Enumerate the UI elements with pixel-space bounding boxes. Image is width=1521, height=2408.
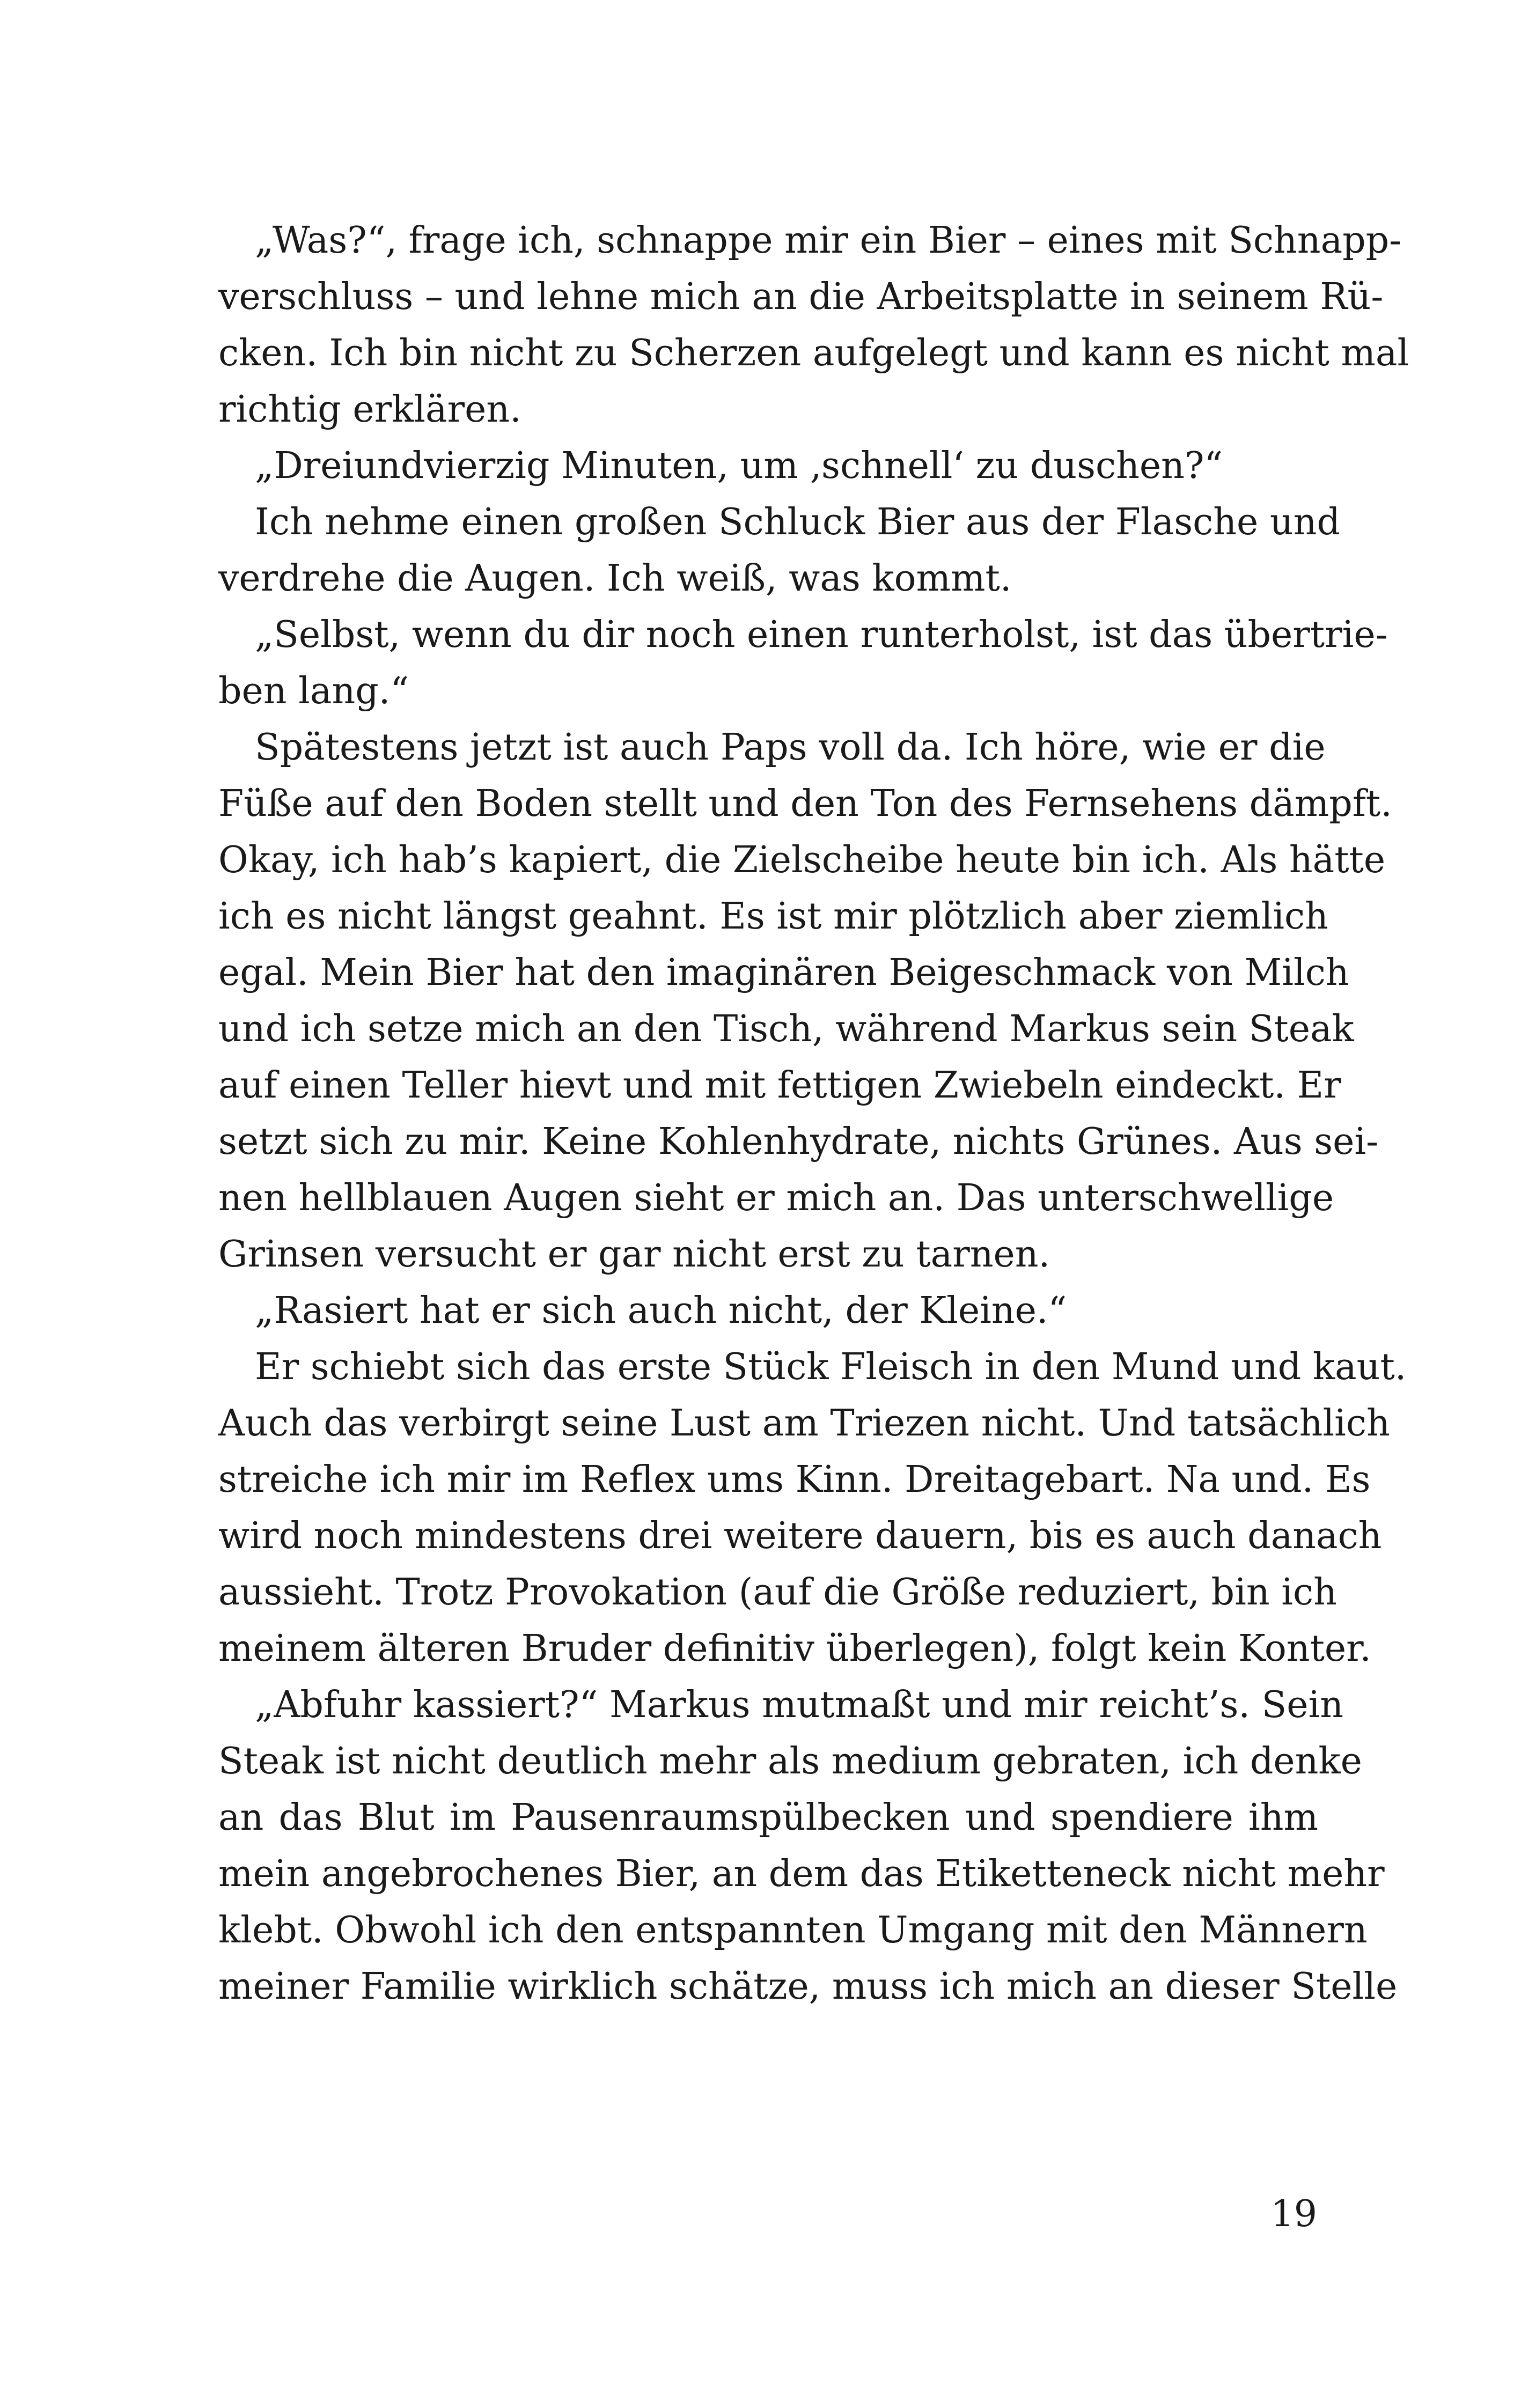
text-line: verschluss – und lehne mich an die Arbeitsplatte in seinem Rü-: [218, 276, 1384, 318]
text-line: „Was?“, frage ich, schnappe mir ein Bier – eines mit Schnapp-: [255, 219, 1402, 262]
text-line: nen hellblauen Augen sieht er mich an. Das unterschwellige: [218, 1177, 1334, 1219]
text-line: Er schiebt sich das erste Stück Fleisch in den Mund und kaut.: [255, 1346, 1407, 1388]
text-line: meinem älteren Bruder definitiv überlegen), folgt kein Konter.: [218, 1628, 1371, 1670]
text-line: verdrehe die Augen. Ich weiß, was kommt.: [218, 557, 1012, 600]
text-line: Grinsen versucht er gar nicht erst zu tarnen.: [218, 1233, 1050, 1276]
text-line: auf einen Teller hievt und mit fettigen Zwiebeln eindeckt. Er: [218, 1064, 1341, 1107]
text-line: mein angebrochenes Bier, an dem das Etiketteneck nicht mehr: [218, 1853, 1385, 1895]
text-line: richtig erklären.: [218, 388, 521, 431]
text-line: klebt. Obwohl ich den entspannten Umgang mit den Männern: [218, 1909, 1368, 1952]
page-number: 19: [1270, 2193, 1317, 2235]
text-line: ich es nicht längst geahnt. Es ist mir plötzlich aber ziemlich: [218, 895, 1328, 938]
text-line: Ich nehme einen großen Schluck Bier aus der Flasche und: [255, 501, 1340, 543]
text-line: Füße auf den Boden stellt und den Ton des Fernsehens dämpft.: [218, 783, 1392, 825]
book-page-text: [218, 212, 1409, 2015]
text-line: wird noch mindestens drei weitere dauern, bis es auch danach: [218, 1515, 1382, 1557]
text-line: „Abfuhr kassiert?“ Markus mutmaßt und mir reicht’s. Sein: [255, 1684, 1344, 1726]
text-line: streiche ich mir im Reflex ums Kinn. Dreitagebart. Na und. Es: [218, 1459, 1371, 1501]
text-line: ben lang.“: [218, 670, 409, 712]
text-line: Spätestens jetzt ist auch Paps voll da. Ich höre, wie er die: [255, 726, 1326, 769]
text-line: und ich setze mich an den Tisch, während Markus sein Steak: [218, 1008, 1354, 1050]
text-line: „Dreiundvierzig Minuten, um ‚schnell‘ zu duschen?“: [255, 445, 1223, 487]
text-line: egal. Mein Bier hat den imaginären Beigeschmack von Milch: [218, 952, 1349, 994]
text-line: meiner Familie wirklich schätze, muss ich mich an dieser Stelle: [218, 1965, 1398, 2008]
text-line: an das Blut im Pausenraumspülbecken und spendiere ihm: [218, 1796, 1318, 1839]
text-line: „Selbst, wenn du dir noch einen runterholst, ist das übertrie-: [255, 614, 1388, 656]
text-line: Okay, ich hab’s kapiert, die Zielscheibe heute bin ich. Als hätte: [218, 839, 1386, 881]
text-line: „Rasiert hat er sich auch nicht, der Kleine.“: [255, 1290, 1067, 1332]
text-line: setzt sich zu mir. Keine Kohlenhydrate, nichts Grünes. Aus sei-: [218, 1121, 1379, 1163]
text-line: cken. Ich bin nicht zu Scherzen aufgelegt und kann es nicht mal: [218, 332, 1409, 374]
text-line: Steak ist nicht deutlich mehr als medium gebraten, ich denke: [218, 1740, 1362, 1783]
text-line: aussieht. Trotz Provokation (auf die Größe reduziert, bin ich: [218, 1571, 1337, 1614]
text-line: Auch das verbirgt seine Lust am Triezen nicht. Und tatsächlich: [218, 1402, 1390, 1445]
